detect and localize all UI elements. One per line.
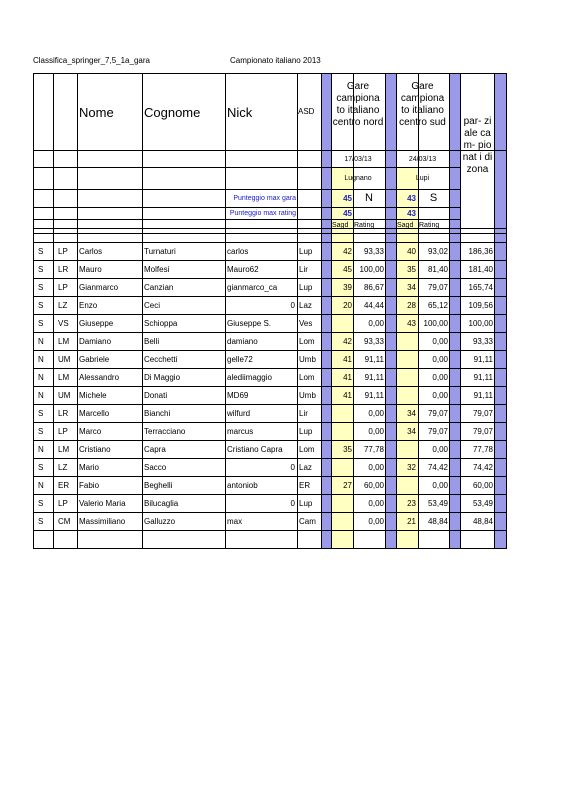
header-cognome: Cognome — [144, 105, 201, 120]
cell-cognome: Molfesi — [144, 265, 170, 274]
cell-cognome: Bianchi — [144, 409, 171, 418]
cell-zona: N — [38, 391, 44, 400]
cell-sud-sagd: 43 — [407, 319, 416, 328]
cell-sud-rating: 79,07 — [427, 427, 448, 436]
cell-parziale: 48,84 — [472, 517, 493, 526]
cell-nick: gelle72 — [227, 356, 253, 364]
cell-asd: Lom — [299, 445, 315, 454]
cell-asd: Lir — [299, 409, 308, 418]
cell-parziale: 53,49 — [472, 499, 493, 508]
cell-parziale: 79,07 — [472, 427, 493, 436]
cell-nord-sagd: 41 — [343, 391, 352, 400]
cell-nick: antoniob — [227, 482, 258, 490]
cell-asd: Laz — [299, 463, 312, 472]
cell-zona: N — [38, 445, 44, 454]
cell-cognome: Beghelli — [144, 481, 173, 490]
cell-sud-sagd: 34 — [407, 409, 416, 418]
cell-nick: marcus — [227, 428, 254, 436]
cell-zona: N — [38, 481, 44, 490]
cell-nome: Marco — [79, 427, 102, 436]
cell-nick: Giuseppe S. — [227, 320, 272, 328]
cell-parziale: 181,40 — [468, 265, 493, 274]
championship-title: Campionato italiano 2013 — [230, 56, 321, 65]
cell-nord-rating: 86,67 — [363, 283, 384, 292]
cell-cognome: Belli — [144, 337, 160, 346]
cell-zona: S — [38, 499, 44, 508]
cell-nome: Damiano — [79, 337, 112, 346]
max-rating-sud: 43 — [407, 209, 416, 218]
cell-sud-sagd: 23 — [407, 499, 416, 508]
cell-nord-rating: 0,00 — [368, 517, 384, 526]
cell-regione: ER — [58, 481, 70, 490]
cell-cognome: Di Maggio — [144, 373, 181, 382]
cell-nome: Gianmarco — [79, 283, 119, 292]
cell-nord-rating: 60,00 — [363, 481, 384, 490]
cell-nord-rating: 91,11 — [364, 391, 384, 400]
cell-nick: damiano — [227, 338, 258, 346]
cell-cognome: Galluzzo — [144, 517, 176, 526]
cell-nick: gianmarco_ca — [227, 284, 278, 292]
cell-sud-sagd: 21 — [407, 517, 416, 526]
cell-nick: 0 — [290, 301, 295, 310]
cell-sud-rating: 0,00 — [432, 337, 448, 346]
cell-sud-sagd: 28 — [407, 301, 416, 310]
label-max-rating: Punteggio max rating — [229, 210, 296, 217]
cell-parziale: 100,00 — [468, 319, 493, 328]
cell-sud-rating: 79,07 — [427, 283, 448, 292]
cell-parziale: 91,11 — [473, 391, 493, 400]
cell-zona: S — [38, 301, 44, 310]
cell-nord-sagd: 20 — [343, 301, 352, 310]
cell-sud-sagd: 32 — [407, 463, 416, 472]
cell-nome: Fabio — [79, 481, 100, 490]
header-parziale: par- ziale cam- pionat i di zona — [462, 116, 493, 175]
cell-cognome: Bilucaglia — [144, 499, 179, 508]
cell-parziale: 109,56 — [468, 301, 493, 310]
cell-cognome: Sacco — [144, 463, 167, 472]
zone-nord: N — [365, 192, 373, 204]
cell-nord-rating: 91,11 — [364, 355, 384, 364]
cell-nick: Cristiano Capra — [227, 446, 283, 454]
cell-parziale: 91,11 — [473, 355, 493, 364]
zone-sud: S — [429, 192, 438, 204]
cell-sud-rating: 0,00 — [432, 355, 448, 364]
cell-sud-rating: 0,00 — [432, 391, 448, 400]
cell-regione: LR — [58, 265, 69, 274]
cell-parziale: 74,42 — [472, 463, 493, 472]
header-asd: ASD — [298, 107, 315, 116]
cell-nord-sagd: 41 — [343, 373, 352, 382]
row-divider — [33, 233, 507, 234]
cell-nord-rating: 0,00 — [368, 499, 384, 508]
header-nick: Nick — [227, 105, 253, 120]
cell-asd: Lup — [299, 499, 313, 508]
cell-sud-sagd: 34 — [407, 427, 416, 436]
label-sagd-sud: Sagd — [397, 222, 414, 229]
cell-nome: Gabriele — [79, 355, 110, 364]
cell-nord-rating: 91,11 — [364, 373, 384, 382]
cell-nord-sagd: 35 — [343, 445, 352, 454]
cell-parziale: 77,78 — [472, 445, 493, 454]
cell-nord-rating: 0,00 — [368, 427, 384, 436]
cell-parziale: 93,33 — [472, 337, 493, 346]
label-rating-sud: Rating — [419, 222, 440, 229]
row-divider — [460, 228, 495, 229]
gara-sud-location: Lupi — [415, 175, 430, 182]
cell-regione: UM — [58, 391, 71, 400]
cell-regione: CM — [58, 517, 71, 526]
cell-nord-rating: 0,00 — [368, 319, 384, 328]
cell-zona: S — [38, 265, 44, 274]
cell-sud-rating: 81,40 — [427, 265, 448, 274]
cell-sud-rating: 53,49 — [427, 499, 448, 508]
cell-cognome: Donati — [144, 391, 168, 400]
cell-nick: wilfurd — [227, 410, 251, 418]
row-divider — [33, 548, 507, 549]
cell-nord-sagd: 42 — [343, 337, 352, 346]
cell-asd: Umb — [299, 355, 316, 364]
header-gara-nord: Gare campiona to italiano centro nord — [332, 81, 384, 128]
cell-zona: S — [38, 283, 44, 292]
label-max-gara: Punteggio max gara — [233, 195, 296, 202]
max-rating-nord: 45 — [343, 209, 352, 218]
cell-nord-sagd: 45 — [343, 265, 352, 274]
cell-regione: LR — [58, 409, 69, 418]
row-divider — [33, 189, 461, 190]
cell-parziale: 186,36 — [468, 247, 493, 256]
cell-nord-rating: 93,33 — [363, 247, 384, 256]
cell-nord-rating: 0,00 — [368, 463, 384, 472]
cell-asd: Lom — [299, 373, 315, 382]
cell-nick: alediimaggio — [227, 374, 272, 382]
cell-sud-rating: 65,12 — [427, 301, 448, 310]
cell-nome: Valerio Maria — [79, 499, 126, 508]
cell-zona: S — [38, 517, 44, 526]
cell-nome: Mauro — [79, 265, 102, 274]
cell-zona: S — [38, 427, 44, 436]
max-gara-nord: 45 — [343, 194, 352, 203]
cell-nord-rating: 77,78 — [363, 445, 384, 454]
cell-regione: VS — [58, 319, 69, 328]
cell-asd: ER — [299, 481, 311, 490]
cell-cognome: Schioppa — [144, 319, 178, 328]
cell-nick: max — [227, 518, 243, 526]
cell-zona: S — [38, 247, 44, 256]
cell-nick: 0 — [290, 463, 295, 472]
cell-nome: Massimiliano — [79, 517, 126, 526]
cell-asd: Lup — [299, 283, 313, 292]
cell-cognome: Terracciano — [144, 427, 186, 436]
cell-sud-rating: 48,84 — [427, 517, 448, 526]
cell-cognome: Capra — [144, 445, 166, 454]
label-rating-nord: Rating — [354, 222, 375, 229]
cell-regione: LP — [58, 427, 68, 436]
row-divider — [33, 219, 461, 220]
cell-nome: Cristiano — [79, 445, 111, 454]
cell-nick: MD69 — [227, 392, 249, 400]
cell-nord-sagd: 42 — [343, 247, 352, 256]
cell-zona: S — [38, 319, 44, 328]
cell-sud-rating: 74,42 — [427, 463, 448, 472]
cell-regione: LM — [58, 337, 70, 346]
cell-cognome: Turnaturi — [144, 247, 176, 256]
cell-asd: Lup — [299, 427, 313, 436]
cell-nord-sagd: 41 — [343, 355, 352, 364]
cell-regione: LP — [58, 499, 68, 508]
column-divider — [506, 73, 507, 549]
cell-nord-sagd: 39 — [343, 283, 352, 292]
cell-nome: Enzo — [79, 301, 98, 310]
cell-zona: S — [38, 409, 44, 418]
cell-nome: Marcello — [79, 409, 110, 418]
row-divider — [33, 167, 461, 168]
cell-sud-sagd: 40 — [407, 247, 416, 256]
cell-regione: LZ — [58, 463, 68, 472]
cell-asd: Laz — [299, 301, 312, 310]
header-nome: Nome — [79, 105, 114, 120]
label-sagd-nord: Sagd — [332, 222, 349, 229]
row-divider — [33, 150, 507, 151]
cell-asd: Cam — [299, 517, 316, 526]
cell-sud-rating: 0,00 — [432, 373, 448, 382]
cell-zona: N — [38, 373, 44, 382]
cell-asd: Lup — [299, 247, 313, 256]
cell-zona: S — [38, 463, 44, 472]
cell-parziale: 79,07 — [472, 409, 493, 418]
cell-parziale: 165,74 — [468, 283, 493, 292]
sheet-title: Classifica_springer_7,5_1a_gara — [33, 56, 150, 65]
cell-cognome: Canzian — [144, 283, 174, 292]
max-gara-sud: 43 — [407, 194, 416, 203]
gara-nord-location: Lugnano — [344, 175, 372, 182]
cell-nome: Carlos — [79, 247, 103, 256]
cell-nome: Mario — [79, 463, 100, 472]
cell-cognome: Cecchetti — [144, 355, 178, 364]
cell-sud-rating: 0,00 — [432, 445, 448, 454]
cell-sud-rating: 0,00 — [432, 481, 448, 490]
cell-nord-sagd: 27 — [343, 481, 352, 490]
cell-sud-rating: 79,07 — [427, 409, 448, 418]
cell-regione: LP — [58, 283, 68, 292]
cell-sud-sagd: 34 — [407, 283, 416, 292]
cell-nick: 0 — [290, 499, 295, 508]
cell-sud-rating: 93,02 — [427, 247, 448, 256]
row-divider — [33, 207, 461, 208]
row-divider — [33, 73, 507, 74]
cell-cognome: Ceci — [144, 301, 161, 310]
cell-regione: LM — [58, 445, 70, 454]
cell-parziale: 91,11 — [473, 373, 493, 382]
cell-nome: Alessandro — [79, 373, 120, 382]
cell-zona: N — [38, 337, 44, 346]
cell-nick: carlos — [227, 248, 249, 256]
header-gara-sud: Gare campiona to italiano centro sud — [399, 81, 446, 128]
gara-sud-date: 24/03/13 — [408, 156, 437, 163]
cell-sud-rating: 100,00 — [423, 319, 448, 328]
cell-asd: Lom — [299, 337, 315, 346]
cell-sud-sagd: 35 — [407, 265, 416, 274]
gara-nord-date: 17/03/13 — [344, 156, 372, 163]
cell-nord-rating: 100,00 — [359, 265, 384, 274]
cell-nord-rating: 93,33 — [363, 337, 384, 346]
cell-parziale: 60,00 — [472, 481, 493, 490]
cell-regione: LP — [58, 247, 68, 256]
cell-asd: Ves — [299, 319, 313, 328]
cell-nome: Giuseppe — [79, 319, 114, 328]
cell-zona: N — [38, 355, 44, 364]
cell-nome: Michele — [79, 391, 107, 400]
cell-asd: Umb — [299, 391, 316, 400]
cell-regione: LM — [58, 373, 70, 382]
cell-regione: LZ — [58, 301, 68, 310]
cell-nord-rating: 0,00 — [368, 409, 384, 418]
cell-regione: UM — [58, 355, 71, 364]
cell-nick: Mauro62 — [227, 266, 259, 274]
cell-nord-rating: 44,44 — [363, 301, 384, 310]
cell-asd: Lir — [299, 265, 308, 274]
row-divider — [33, 530, 507, 531]
